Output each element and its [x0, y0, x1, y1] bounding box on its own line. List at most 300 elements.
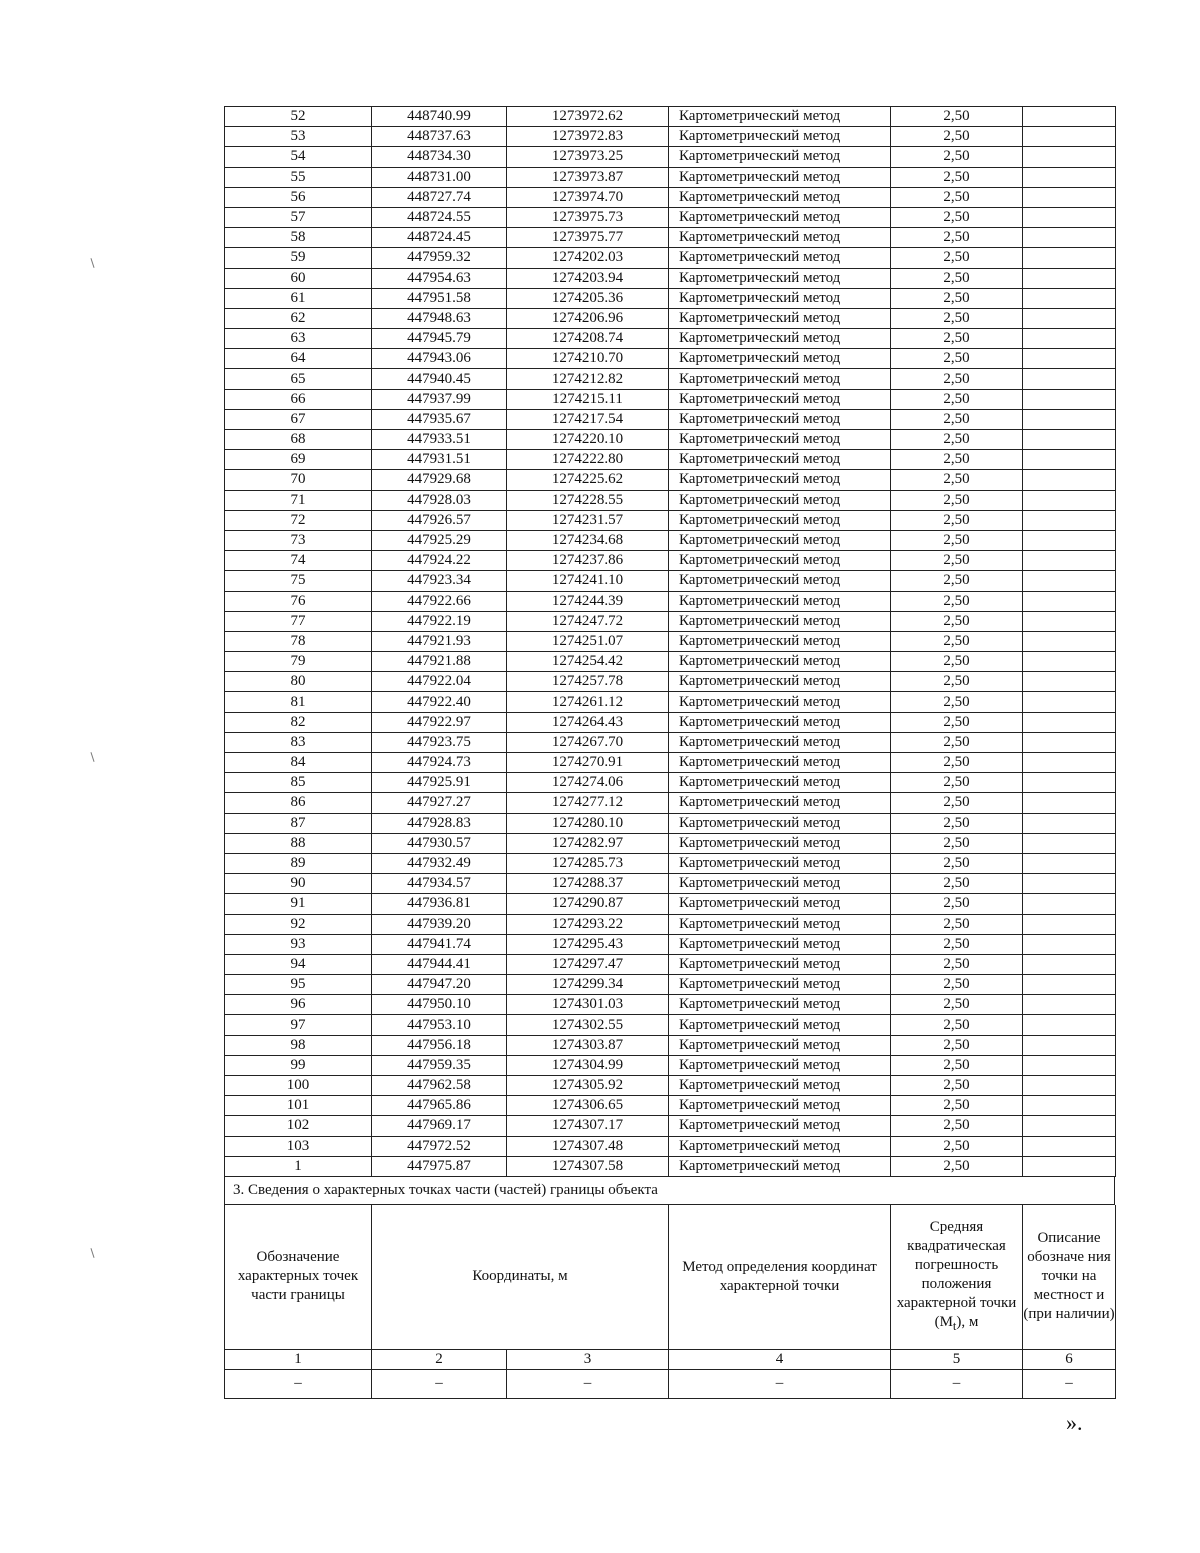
- coordinate-y: 1274254.42: [507, 652, 669, 672]
- coordinate-y: 1274251.07: [507, 631, 669, 651]
- column-number: 3: [507, 1349, 669, 1369]
- coordinate-row: [225, 1116, 1116, 1136]
- header-accuracy-subscript: t: [952, 1318, 957, 1333]
- coordinate-y: 1274234.68: [507, 530, 669, 550]
- coordinate-row: [225, 631, 1116, 651]
- coordinate-y: 1274304.99: [507, 1055, 669, 1075]
- method: Картометрический метод: [669, 692, 891, 712]
- column-number: 1: [225, 1349, 372, 1369]
- header-description: Описание обозначе ния точки на местност и (при наличии): [1023, 1205, 1116, 1350]
- accuracy: 2,50: [891, 773, 1023, 793]
- coordinate-row: [225, 409, 1116, 429]
- accuracy: 2,50: [891, 530, 1023, 550]
- column-number: 2: [372, 1349, 507, 1369]
- description: [1023, 369, 1116, 389]
- coordinate-y: 1274208.74: [507, 329, 669, 349]
- coordinate-x: 447926.57: [372, 510, 507, 530]
- coordinate-x: 448740.99: [372, 107, 507, 127]
- method: Картометрический метод: [669, 652, 891, 672]
- accuracy: 2,50: [891, 894, 1023, 914]
- coordinate-y: 1274212.82: [507, 369, 669, 389]
- header-row: [225, 1205, 1116, 1350]
- description: [1023, 127, 1116, 147]
- description: [1023, 833, 1116, 853]
- accuracy: 2,50: [891, 147, 1023, 167]
- header-accuracy: [891, 1205, 1023, 1350]
- accuracy: 2,50: [891, 631, 1023, 651]
- empty-cell: –: [1023, 1369, 1116, 1398]
- point-number: 86: [225, 793, 372, 813]
- description: [1023, 1136, 1116, 1156]
- method: Картометрический метод: [669, 995, 891, 1015]
- coordinate-x: 447951.58: [372, 288, 507, 308]
- coordinate-x: 447962.58: [372, 1076, 507, 1096]
- coordinate-y: 1274247.72: [507, 611, 669, 631]
- coordinate-x: 447922.66: [372, 591, 507, 611]
- description: [1023, 934, 1116, 954]
- point-number: 76: [225, 591, 372, 611]
- description: [1023, 692, 1116, 712]
- accuracy: 2,50: [891, 1096, 1023, 1116]
- method: Картометрический метод: [669, 753, 891, 773]
- accuracy: 2,50: [891, 712, 1023, 732]
- description: [1023, 450, 1116, 470]
- point-number: 55: [225, 167, 372, 187]
- coordinate-row: [225, 753, 1116, 773]
- accuracy: 2,50: [891, 1136, 1023, 1156]
- description: [1023, 470, 1116, 490]
- method: Картометрический метод: [669, 308, 891, 328]
- description: [1023, 228, 1116, 248]
- method: Картометрический метод: [669, 268, 891, 288]
- method: Картометрический метод: [669, 510, 891, 530]
- coordinate-x: 447922.04: [372, 672, 507, 692]
- point-number: 77: [225, 611, 372, 631]
- method: Картометрический метод: [669, 793, 891, 813]
- coordinate-y: 1273972.62: [507, 107, 669, 127]
- point-number: 56: [225, 187, 372, 207]
- coordinate-x: 447921.88: [372, 652, 507, 672]
- method: Картометрический метод: [669, 833, 891, 853]
- coordinate-row: [225, 308, 1116, 328]
- coordinate-row: [225, 450, 1116, 470]
- point-number: 59: [225, 248, 372, 268]
- column-number: 5: [891, 1349, 1023, 1369]
- point-number: 70: [225, 470, 372, 490]
- method: Картометрический метод: [669, 1096, 891, 1116]
- coordinate-row: [225, 874, 1116, 894]
- method: Картометрический метод: [669, 611, 891, 631]
- coordinate-x: 447944.41: [372, 954, 507, 974]
- coordinate-row: [225, 652, 1116, 672]
- description: [1023, 1055, 1116, 1075]
- coordinate-row: [225, 147, 1116, 167]
- coordinate-x: 447928.83: [372, 813, 507, 833]
- accuracy: 2,50: [891, 268, 1023, 288]
- coordinate-y: 1273975.77: [507, 228, 669, 248]
- margin-tick-mark: [90, 752, 94, 762]
- point-number: 60: [225, 268, 372, 288]
- method: Картометрический метод: [669, 954, 891, 974]
- description: [1023, 248, 1116, 268]
- coordinate-row: [225, 995, 1116, 1015]
- coordinate-x: 447943.06: [372, 349, 507, 369]
- point-number: 1: [225, 1156, 372, 1176]
- description: [1023, 1116, 1116, 1136]
- point-number: 58: [225, 228, 372, 248]
- description: [1023, 551, 1116, 571]
- point-number: 72: [225, 510, 372, 530]
- empty-cell: –: [669, 1369, 891, 1398]
- method: Картометрический метод: [669, 1035, 891, 1055]
- coordinate-y: 1274231.57: [507, 510, 669, 530]
- accuracy: 2,50: [891, 833, 1023, 853]
- coordinate-x: 447941.74: [372, 934, 507, 954]
- coordinate-y: 1274241.10: [507, 571, 669, 591]
- coordinate-row: [225, 288, 1116, 308]
- accuracy: 2,50: [891, 389, 1023, 409]
- method: Картометрический метод: [669, 187, 891, 207]
- empty-cell: –: [891, 1369, 1023, 1398]
- coordinate-y: 1273975.73: [507, 207, 669, 227]
- accuracy: 2,50: [891, 510, 1023, 530]
- accuracy: 2,50: [891, 107, 1023, 127]
- coordinate-x: 447923.34: [372, 571, 507, 591]
- coordinate-x: 447975.87: [372, 1156, 507, 1176]
- method: Картометрический метод: [669, 874, 891, 894]
- coordinate-row: [225, 591, 1116, 611]
- coordinate-y: 1274215.11: [507, 389, 669, 409]
- accuracy: 2,50: [891, 248, 1023, 268]
- method: Картометрический метод: [669, 430, 891, 450]
- coordinate-row: [225, 248, 1116, 268]
- description: [1023, 530, 1116, 550]
- method: Картометрический метод: [669, 1015, 891, 1035]
- description: [1023, 914, 1116, 934]
- coordinate-x: 447932.49: [372, 853, 507, 873]
- accuracy: 2,50: [891, 1015, 1023, 1035]
- point-number: 79: [225, 652, 372, 672]
- accuracy: 2,50: [891, 813, 1023, 833]
- column-number-row: [225, 1349, 1116, 1369]
- accuracy: 2,50: [891, 450, 1023, 470]
- description: [1023, 268, 1116, 288]
- description: [1023, 672, 1116, 692]
- coordinate-row: [225, 672, 1116, 692]
- method: Картометрический метод: [669, 409, 891, 429]
- accuracy: 2,50: [891, 308, 1023, 328]
- coordinate-y: 1274274.06: [507, 773, 669, 793]
- method: Картометрический метод: [669, 228, 891, 248]
- accuracy: 2,50: [891, 430, 1023, 450]
- description: [1023, 853, 1116, 873]
- margin-tick-mark: [90, 1248, 94, 1258]
- coordinate-y: 1274203.94: [507, 268, 669, 288]
- coordinate-x: 447925.29: [372, 530, 507, 550]
- coordinate-x: 447940.45: [372, 369, 507, 389]
- point-number: 102: [225, 1116, 372, 1136]
- coordinate-x: 447927.27: [372, 793, 507, 813]
- margin-tick-mark: [90, 258, 94, 268]
- coordinate-row: [225, 692, 1116, 712]
- coordinate-row: [225, 712, 1116, 732]
- description: [1023, 107, 1116, 127]
- point-number: 91: [225, 894, 372, 914]
- coordinate-x: 447959.32: [372, 248, 507, 268]
- coordinate-row: [225, 268, 1116, 288]
- empty-cell: –: [372, 1369, 507, 1398]
- description: [1023, 1015, 1116, 1035]
- description: [1023, 954, 1116, 974]
- coordinate-row: [225, 1136, 1116, 1156]
- description: [1023, 147, 1116, 167]
- accuracy: 2,50: [891, 954, 1023, 974]
- coordinate-x: 447924.22: [372, 551, 507, 571]
- point-number: 98: [225, 1035, 372, 1055]
- point-number: 96: [225, 995, 372, 1015]
- coordinate-y: 1274295.43: [507, 934, 669, 954]
- description: [1023, 1035, 1116, 1055]
- accuracy: 2,50: [891, 591, 1023, 611]
- point-number: 74: [225, 551, 372, 571]
- coordinate-y: 1274302.55: [507, 1015, 669, 1035]
- coordinate-row: [225, 510, 1116, 530]
- coordinate-y: 1274225.62: [507, 470, 669, 490]
- accuracy: 2,50: [891, 329, 1023, 349]
- coordinate-row: [225, 732, 1116, 752]
- coordinate-x: 448731.00: [372, 167, 507, 187]
- coordinate-x: 447956.18: [372, 1035, 507, 1055]
- description: [1023, 712, 1116, 732]
- coordinate-row: [225, 1156, 1116, 1176]
- coordinate-y: 1274206.96: [507, 308, 669, 328]
- coordinate-x: 447922.19: [372, 611, 507, 631]
- description: [1023, 308, 1116, 328]
- coordinate-y: 1274280.10: [507, 813, 669, 833]
- point-number: 81: [225, 692, 372, 712]
- point-number: 97: [225, 1015, 372, 1035]
- method: Картометрический метод: [669, 934, 891, 954]
- point-number: 71: [225, 490, 372, 510]
- coordinate-y: 1273972.83: [507, 127, 669, 147]
- coordinate-x: 447921.93: [372, 631, 507, 651]
- accuracy: 2,50: [891, 1035, 1023, 1055]
- point-number: 61: [225, 288, 372, 308]
- coordinate-y: 1274277.12: [507, 793, 669, 813]
- method: Картометрический метод: [669, 773, 891, 793]
- description: [1023, 1156, 1116, 1176]
- description: [1023, 591, 1116, 611]
- point-number: 103: [225, 1136, 372, 1156]
- accuracy: 2,50: [891, 490, 1023, 510]
- method: Картометрический метод: [669, 1076, 891, 1096]
- method: Картометрический метод: [669, 591, 891, 611]
- coordinate-row: [225, 1076, 1116, 1096]
- coordinate-y: 1274257.78: [507, 672, 669, 692]
- method: Картометрический метод: [669, 450, 891, 470]
- coordinate-row: [225, 530, 1116, 550]
- description: [1023, 995, 1116, 1015]
- description: [1023, 430, 1116, 450]
- coordinate-row: [225, 571, 1116, 591]
- point-number: 53: [225, 127, 372, 147]
- point-number: 89: [225, 853, 372, 873]
- description: [1023, 975, 1116, 995]
- coordinate-x: 447929.68: [372, 470, 507, 490]
- method: Картометрический метод: [669, 853, 891, 873]
- accuracy: 2,50: [891, 1055, 1023, 1075]
- coordinate-row: [225, 833, 1116, 853]
- method: Картометрический метод: [669, 369, 891, 389]
- coordinate-x: 447924.73: [372, 753, 507, 773]
- method: Картометрический метод: [669, 672, 891, 692]
- description: [1023, 874, 1116, 894]
- coordinate-y: 1274307.48: [507, 1136, 669, 1156]
- accuracy: 2,50: [891, 732, 1023, 752]
- coordinate-x: 447934.57: [372, 874, 507, 894]
- accuracy: 2,50: [891, 914, 1023, 934]
- method: Картометрический метод: [669, 147, 891, 167]
- coordinate-y: 1274293.22: [507, 914, 669, 934]
- coordinate-y: 1274261.12: [507, 692, 669, 712]
- coordinate-x: 447937.99: [372, 389, 507, 409]
- coordinate-row: [225, 914, 1116, 934]
- closing-quote-mark: ».: [1066, 1410, 1083, 1435]
- description: [1023, 813, 1116, 833]
- description: [1023, 207, 1116, 227]
- description: [1023, 329, 1116, 349]
- coordinate-y: 1274307.58: [507, 1156, 669, 1176]
- coordinate-row: [225, 611, 1116, 631]
- coordinate-row: [225, 389, 1116, 409]
- section-3-title: 3. Сведения о характерных точках части (частей) границы объекта: [225, 1177, 1115, 1205]
- coordinate-row: [225, 954, 1116, 974]
- point-number: 83: [225, 732, 372, 752]
- coordinate-x: 447969.17: [372, 1116, 507, 1136]
- coordinate-row: [225, 490, 1116, 510]
- accuracy: 2,50: [891, 1156, 1023, 1176]
- coordinate-x: 447935.67: [372, 409, 507, 429]
- coordinate-row: [225, 187, 1116, 207]
- method: Картометрический метод: [669, 631, 891, 651]
- header-accuracy-unit: ), м: [956, 1313, 979, 1330]
- method: Картометрический метод: [669, 288, 891, 308]
- coordinate-y: 1274270.91: [507, 753, 669, 773]
- coordinate-row: [225, 470, 1116, 490]
- description: [1023, 894, 1116, 914]
- point-number: 52: [225, 107, 372, 127]
- point-number: 75: [225, 571, 372, 591]
- coordinate-y: 1274222.80: [507, 450, 669, 470]
- description: [1023, 167, 1116, 187]
- accuracy: 2,50: [891, 672, 1023, 692]
- coordinate-y: 1273973.87: [507, 167, 669, 187]
- coordinate-y: 1274290.87: [507, 894, 669, 914]
- method: Картометрический метод: [669, 1055, 891, 1075]
- point-number: 68: [225, 430, 372, 450]
- method: Картометрический метод: [669, 914, 891, 934]
- point-number: 101: [225, 1096, 372, 1116]
- column-number: 6: [1023, 1349, 1116, 1369]
- method: Картометрический метод: [669, 207, 891, 227]
- point-number: 62: [225, 308, 372, 328]
- coordinate-x: 447972.52: [372, 1136, 507, 1156]
- coordinate-y: 1274210.70: [507, 349, 669, 369]
- coordinate-row: [225, 551, 1116, 571]
- coordinate-x: 447954.63: [372, 268, 507, 288]
- point-number: 80: [225, 672, 372, 692]
- empty-row: [225, 1369, 1116, 1398]
- point-number: 82: [225, 712, 372, 732]
- coordinate-y: 1274297.47: [507, 954, 669, 974]
- method: Картометрический метод: [669, 470, 891, 490]
- coordinate-row: [225, 1055, 1116, 1075]
- method: Картометрический метод: [669, 712, 891, 732]
- point-number: 57: [225, 207, 372, 227]
- point-number: 67: [225, 409, 372, 429]
- coordinate-x: 447953.10: [372, 1015, 507, 1035]
- method: Картометрический метод: [669, 813, 891, 833]
- coordinate-x: 447930.57: [372, 833, 507, 853]
- coordinate-y: 1274228.55: [507, 490, 669, 510]
- coordinate-y: 1274220.10: [507, 430, 669, 450]
- coordinate-row: [225, 329, 1116, 349]
- coordinate-row: [225, 773, 1116, 793]
- accuracy: 2,50: [891, 793, 1023, 813]
- point-number: 100: [225, 1076, 372, 1096]
- coordinate-y: 1274305.92: [507, 1076, 669, 1096]
- coordinate-x: 448734.30: [372, 147, 507, 167]
- method: Картометрический метод: [669, 975, 891, 995]
- coordinates-table: [224, 106, 1116, 1177]
- method: Картометрический метод: [669, 732, 891, 752]
- method: Картометрический метод: [669, 329, 891, 349]
- accuracy: 2,50: [891, 288, 1023, 308]
- coordinate-x: 448724.55: [372, 207, 507, 227]
- accuracy: 2,50: [891, 409, 1023, 429]
- description: [1023, 652, 1116, 672]
- coordinate-row: [225, 1035, 1116, 1055]
- accuracy: 2,50: [891, 853, 1023, 873]
- document-page: [224, 106, 1115, 1399]
- accuracy: 2,50: [891, 753, 1023, 773]
- coordinate-row: [225, 934, 1116, 954]
- point-number: 78: [225, 631, 372, 651]
- coordinate-y: 1273974.70: [507, 187, 669, 207]
- coordinate-row: [225, 430, 1116, 450]
- point-number: 99: [225, 1055, 372, 1075]
- method: Картометрический метод: [669, 571, 891, 591]
- coordinate-x: 448727.74: [372, 187, 507, 207]
- coordinate-y: 1274264.43: [507, 712, 669, 732]
- coordinate-y: 1274288.37: [507, 874, 669, 894]
- coordinate-row: [225, 127, 1116, 147]
- accuracy: 2,50: [891, 995, 1023, 1015]
- accuracy: 2,50: [891, 571, 1023, 591]
- empty-cell: –: [507, 1369, 669, 1398]
- coordinate-y: 1274303.87: [507, 1035, 669, 1055]
- coordinate-x: 447933.51: [372, 430, 507, 450]
- coordinate-row: [225, 167, 1116, 187]
- coordinate-row: [225, 349, 1116, 369]
- accuracy: 2,50: [891, 167, 1023, 187]
- coordinate-x: 447936.81: [372, 894, 507, 914]
- coordinate-row: [225, 107, 1116, 127]
- point-number: 84: [225, 753, 372, 773]
- point-number: 66: [225, 389, 372, 409]
- point-number: 63: [225, 329, 372, 349]
- coordinate-x: 447923.75: [372, 732, 507, 752]
